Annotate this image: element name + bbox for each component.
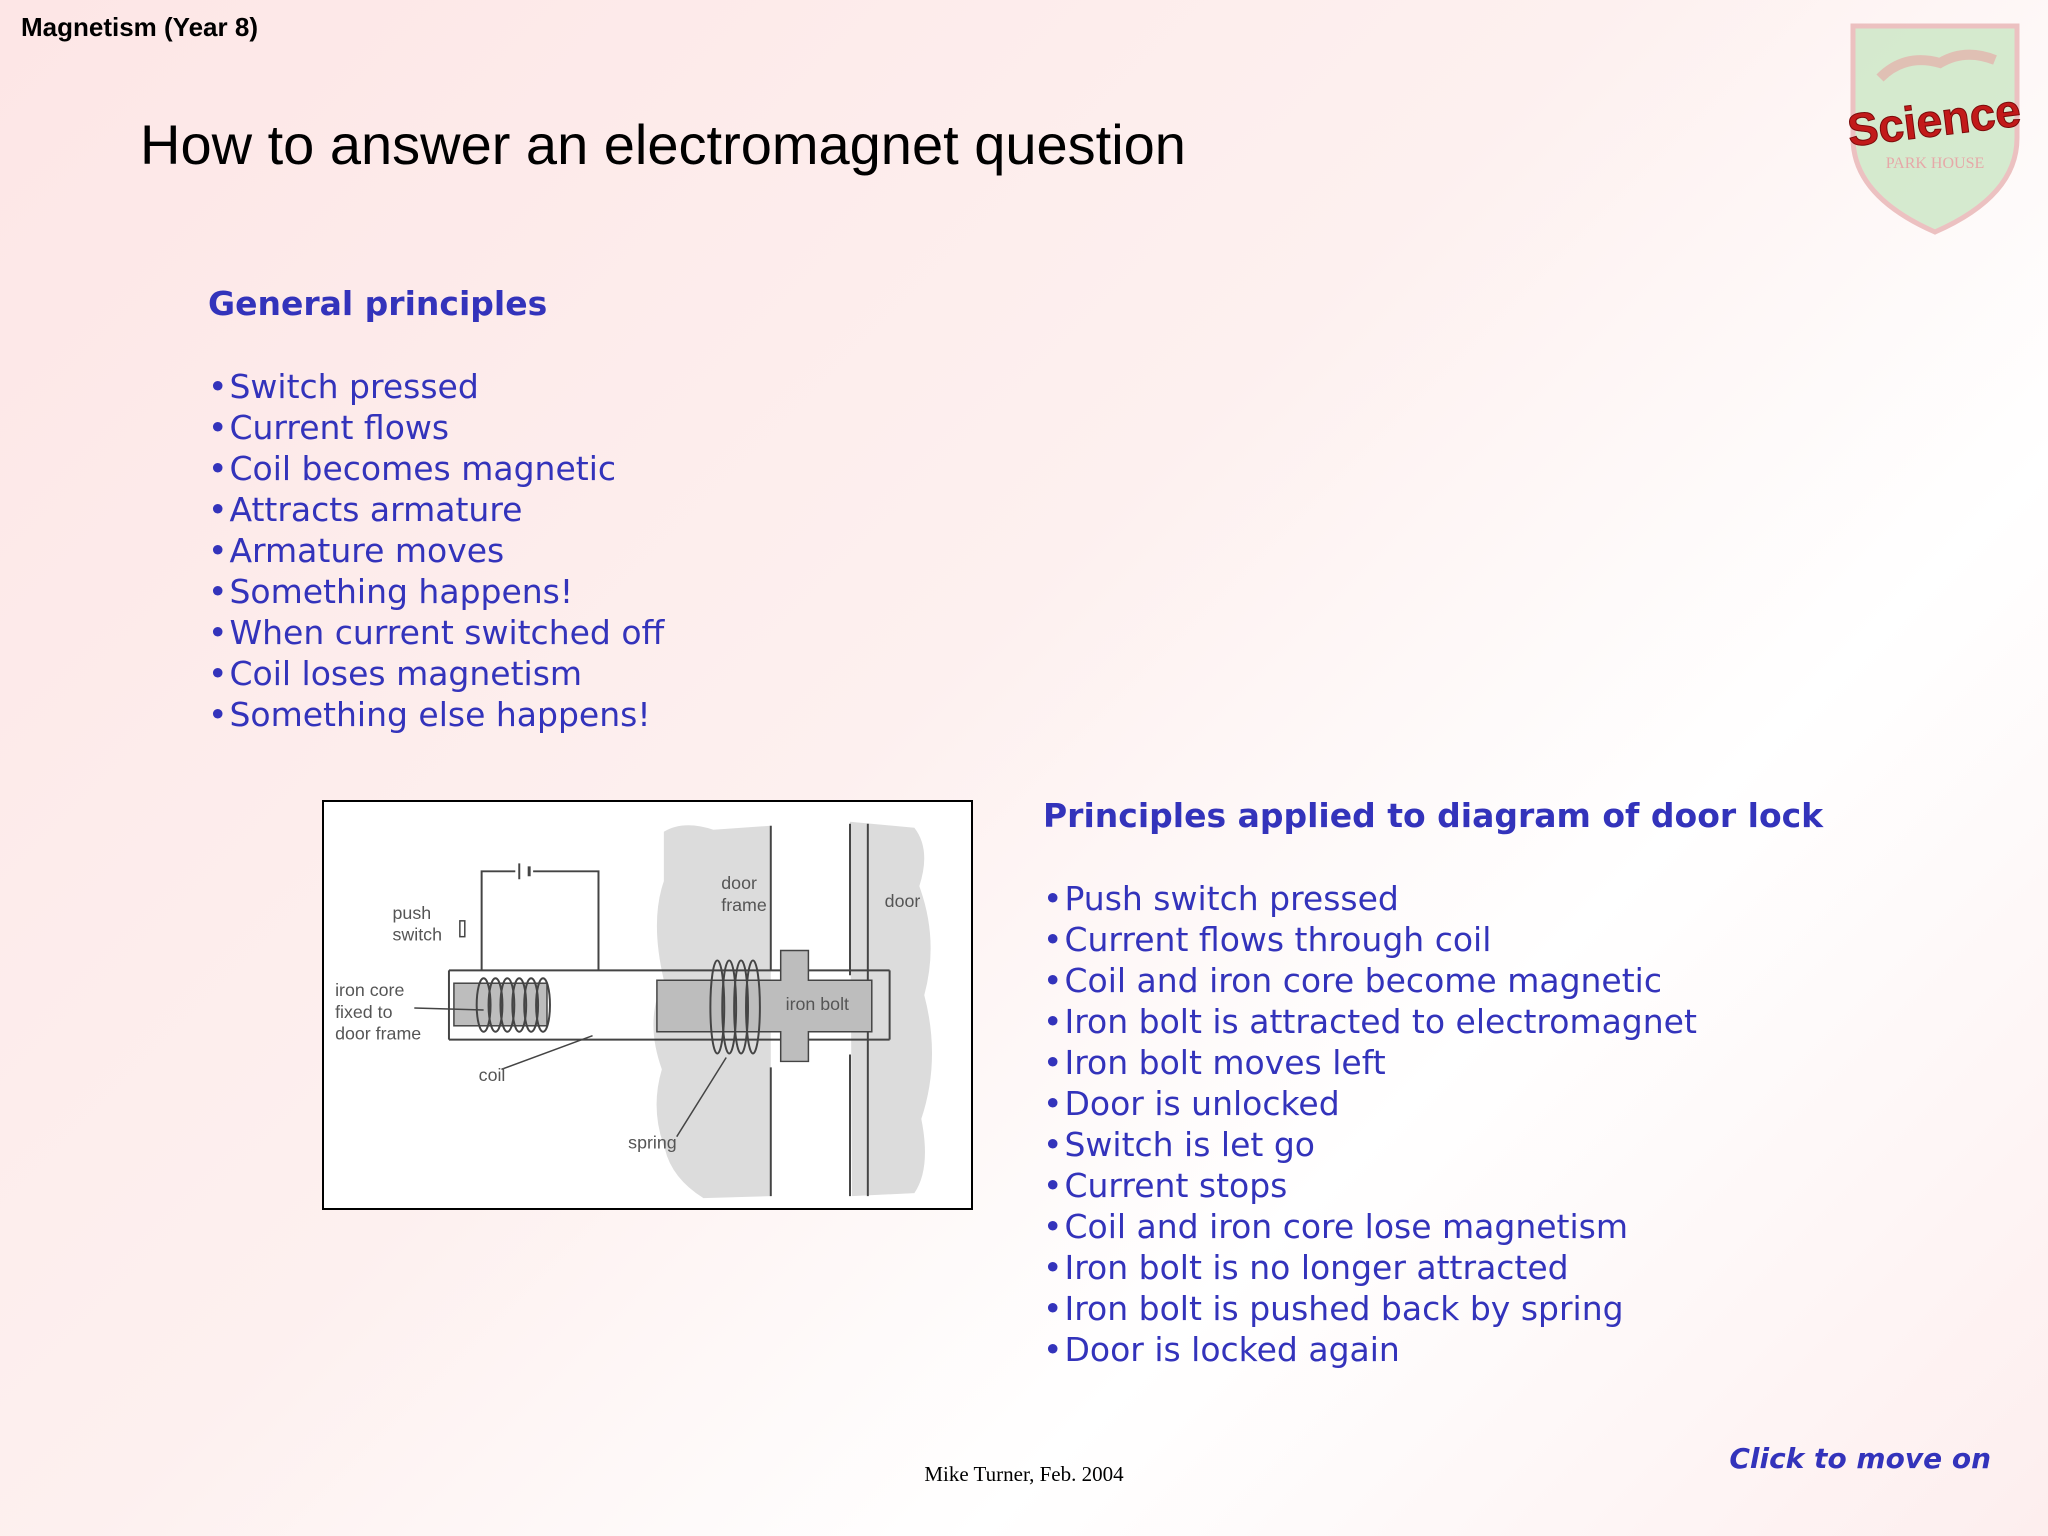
bullet-item: • Current flows [208, 407, 664, 448]
bullet-item: • Armature moves [208, 530, 664, 571]
logo-subtext: PARK HOUSE [1885, 155, 1985, 172]
applied-principles-list [1043, 878, 1697, 1370]
applied-principles-heading: Principles applied to diagram of door lock [1043, 796, 1824, 835]
bullet-item: • Current flows through coil [1043, 919, 1697, 960]
label-fixed-to: fixed to [335, 1001, 393, 1022]
general-principles-heading: General principles [208, 284, 548, 323]
science-logo [1845, 18, 2025, 238]
label-frame: frame [721, 894, 767, 915]
bullet-item: • Switch pressed [208, 366, 664, 407]
bullet-item: • Iron bolt is no longer attracted [1043, 1247, 1697, 1288]
bullet-item: • Coil and iron core lose magnetism [1043, 1206, 1697, 1247]
coil-windings [477, 978, 550, 1031]
bullet-item: • Current stops [1043, 1165, 1697, 1206]
label-push: push [392, 902, 432, 923]
bullet-item: • Attracts armature [208, 489, 664, 530]
label-coil: coil [478, 1065, 506, 1086]
label-switch: switch [392, 924, 443, 945]
label-spring: spring [628, 1132, 677, 1153]
label-frame-door: door [721, 873, 757, 894]
bullet-item: • Coil loses magnetism [208, 653, 664, 694]
bullet-item: • Coil and iron core become magnetic [1043, 960, 1697, 1001]
bullet-item: • Door is unlocked [1043, 1083, 1697, 1124]
bullet-item: • Door is locked again [1043, 1329, 1697, 1370]
general-principles-list [208, 366, 664, 735]
bullet-item: • When current switched off [208, 612, 664, 653]
bullet-item: • Something else happens! [208, 694, 664, 735]
push-switch [460, 921, 465, 937]
bullet-item: • Iron bolt moves left [1043, 1042, 1697, 1083]
bullet-item: • Something happens! [208, 571, 664, 612]
bullet-item: • Switch is let go [1043, 1124, 1697, 1165]
section-tag: Magnetism (Year 8) [21, 12, 258, 42]
page-title: How to answer an electromagnet question [140, 113, 1186, 176]
label-door: door [884, 890, 921, 911]
label-door-frame: door frame [335, 1023, 422, 1044]
bullet-item: • Coil becomes magnetic [208, 448, 664, 489]
next-slide-link[interactable]: Click to move on [1729, 1442, 1991, 1475]
door-lock-diagram [322, 800, 973, 1210]
bullet-item: • Iron bolt is attracted to electromagnet [1043, 1001, 1697, 1042]
author-credit: Mike Turner, Feb. 2004 [924, 1462, 1124, 1486]
logo-text: Science [1845, 83, 2024, 157]
label-iron-core: iron core [335, 980, 405, 1001]
bullet-item: • Push switch pressed [1043, 878, 1697, 919]
label-iron-bolt: iron bolt [785, 993, 850, 1014]
bullet-item: • Iron bolt is pushed back by spring [1043, 1288, 1697, 1329]
